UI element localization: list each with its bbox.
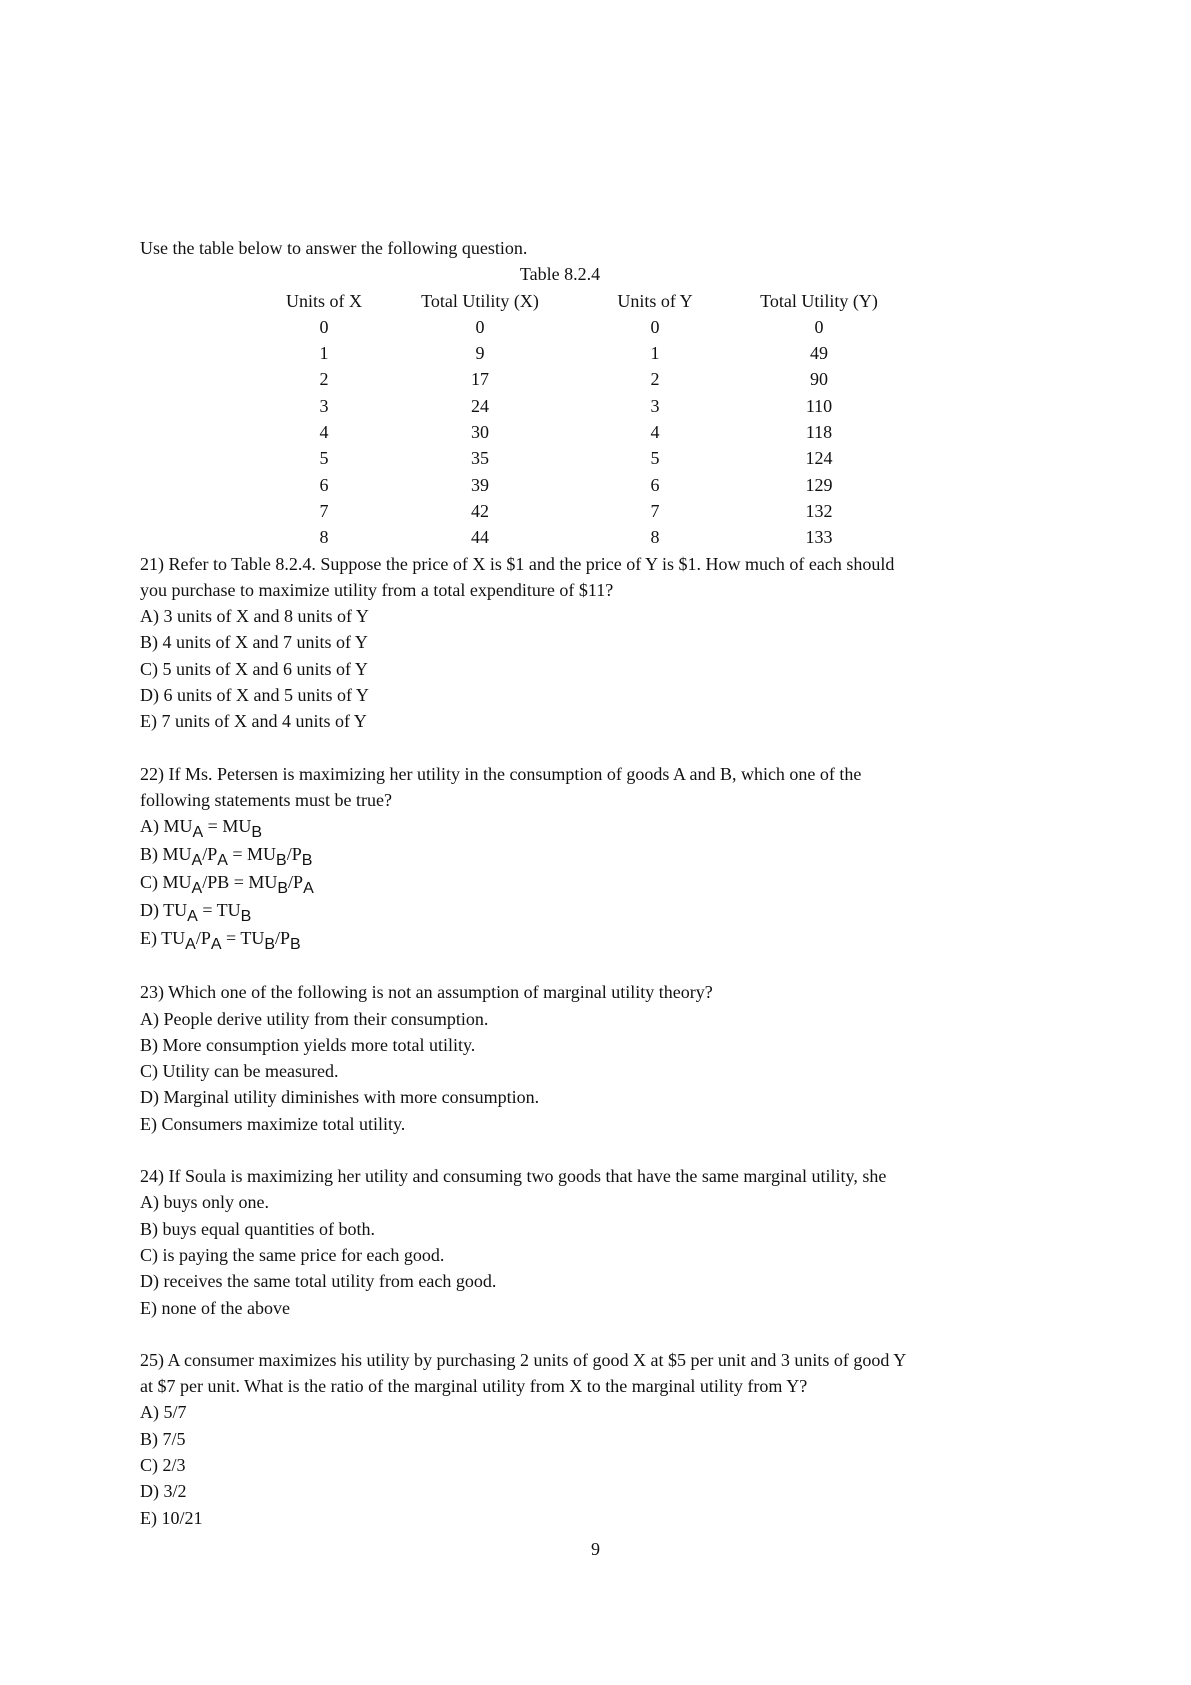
table-cell: 132 [805,500,833,521]
q24-text: 24) If Soula is maximizing her utility and consuming two goods that have the same marginal utility, she [140,1166,887,1187]
table-header: Units of X [286,290,362,311]
table-cell: 0 [319,316,329,337]
document-page [140,235,980,1531]
page-number: 9 [591,1539,600,1559]
q23-option-d: D) Marginal utility diminishes with more consumption. [140,1087,540,1108]
table-row [270,340,910,366]
q22-text: 22) If Ms. Petersen is maximizing her utility in the consumption of goods A and B, which one of the [140,763,862,784]
q21-option-c: C) 5 units of X and 6 units of Y [140,658,368,679]
table-cell: 8 [650,527,660,548]
q21-option-d: D) 6 units of X and 5 units of Y [140,685,369,706]
table-cell: 1 [319,343,329,364]
q24-option-a: A) buys only one. [140,1192,269,1213]
table-cell: 129 [805,474,833,495]
q25-option-c: C) 2/3 [140,1454,186,1475]
q22-option-e: E) TUA/PA = TUB/PB [140,928,301,954]
table-header: Total Utility (Y) [760,290,878,311]
q25-text: 25) A consumer maximizes his utility by purchasing 2 units of good X at $5 per unit and 3 units of good Y [140,1349,907,1370]
table-cell: 4 [319,422,329,443]
q24-option-e: E) none of the above [140,1297,290,1318]
table-cell: 8 [319,527,329,548]
table-row [270,524,910,550]
q25-option-b: B) 7/5 [140,1428,186,1449]
table-header: Units of Y [617,290,693,311]
table-cell: 5 [319,448,329,469]
table-row [270,393,910,419]
utility-table [270,288,910,551]
table-cell: 4 [650,422,660,443]
q24-option-b: B) buys equal quantities of both. [140,1218,375,1239]
q21-option-e: E) 7 units of X and 4 units of Y [140,711,367,732]
q21-option-b: B) 4 units of X and 7 units of Y [140,632,368,653]
table-cell: 0 [814,316,824,337]
table-cell: 7 [319,500,329,521]
q22-option-a: A) MUA = MUB [140,816,262,842]
table-cell: 49 [810,343,828,364]
q24-option-d: D) receives the same total utility from each good. [140,1271,497,1292]
q23-option-c: C) Utility can be measured. [140,1061,339,1082]
table-cell: 0 [475,316,485,337]
table-cell: 124 [805,448,833,469]
table-cell: 2 [650,369,660,390]
table-row [270,419,910,445]
q22-option-c: C) MUA/PB = MUB/PA [140,872,314,898]
table-cell: 17 [471,369,489,390]
table-cell: 2 [319,369,329,390]
table-cell: 6 [650,474,660,495]
intro-text: Use the table below to answer the following question. [140,238,528,258]
q21-text: you purchase to maximize utility from a total expenditure of $11? [140,579,614,600]
table-cell: 44 [471,527,489,548]
table-row [270,366,910,392]
table-cell: 6 [319,474,329,495]
table-cell: 0 [650,316,660,337]
table-cell: 110 [805,395,833,416]
table-cell: 1 [650,343,660,364]
table-cell: 9 [475,343,485,364]
table-cell: 39 [471,474,489,495]
q25-option-d: D) 3/2 [140,1481,187,1502]
table-row [270,472,910,498]
q25-option-a: A) 5/7 [140,1402,187,1423]
table-cell: 7 [650,500,660,521]
q22-text: following statements must be true? [140,789,392,810]
q23-option-e: E) Consumers maximize total utility. [140,1113,406,1134]
q25-option-e: E) 10/21 [140,1507,203,1528]
table-row [270,498,910,524]
table-cell: 133 [805,527,833,548]
table-cell: 24 [471,395,489,416]
q23-option-a: A) People derive utility from their consumption. [140,1008,489,1029]
table-row [270,445,910,471]
q22-option-b: B) MUA/PA = MUB/PB [140,844,313,870]
table-cell: 35 [471,448,489,469]
table-cell: 3 [319,395,329,416]
q22-option-d: D) TUA = TUB [140,900,252,926]
q23-text: 23) Which one of the following is not an assumption of marginal utility theory? [140,982,713,1003]
q24-option-c: C) is paying the same price for each good. [140,1244,445,1265]
table-cell: 30 [471,422,489,443]
table-row [270,314,910,340]
q21-text: 21) Refer to Table 8.2.4. Suppose the price of X is $1 and the price of Y is $1. How much of each should [140,553,895,574]
q21-option-a: A) 3 units of X and 8 units of Y [140,606,369,627]
table-cell: 118 [805,422,833,443]
q23-option-b: B) More consumption yields more total utility. [140,1034,476,1055]
q25-text: at $7 per unit. What is the ratio of the marginal utility from X to the marginal utility from Y? [140,1376,808,1397]
table-cell: 5 [650,448,660,469]
table-cell: 90 [810,369,828,390]
table-header: Total Utility (X) [421,290,539,311]
table-cell: 3 [650,395,660,416]
table-body [270,314,910,551]
table-caption: Table 8.2.4 [519,264,601,285]
table-cell: 42 [471,500,489,521]
table-header-row [270,288,910,314]
